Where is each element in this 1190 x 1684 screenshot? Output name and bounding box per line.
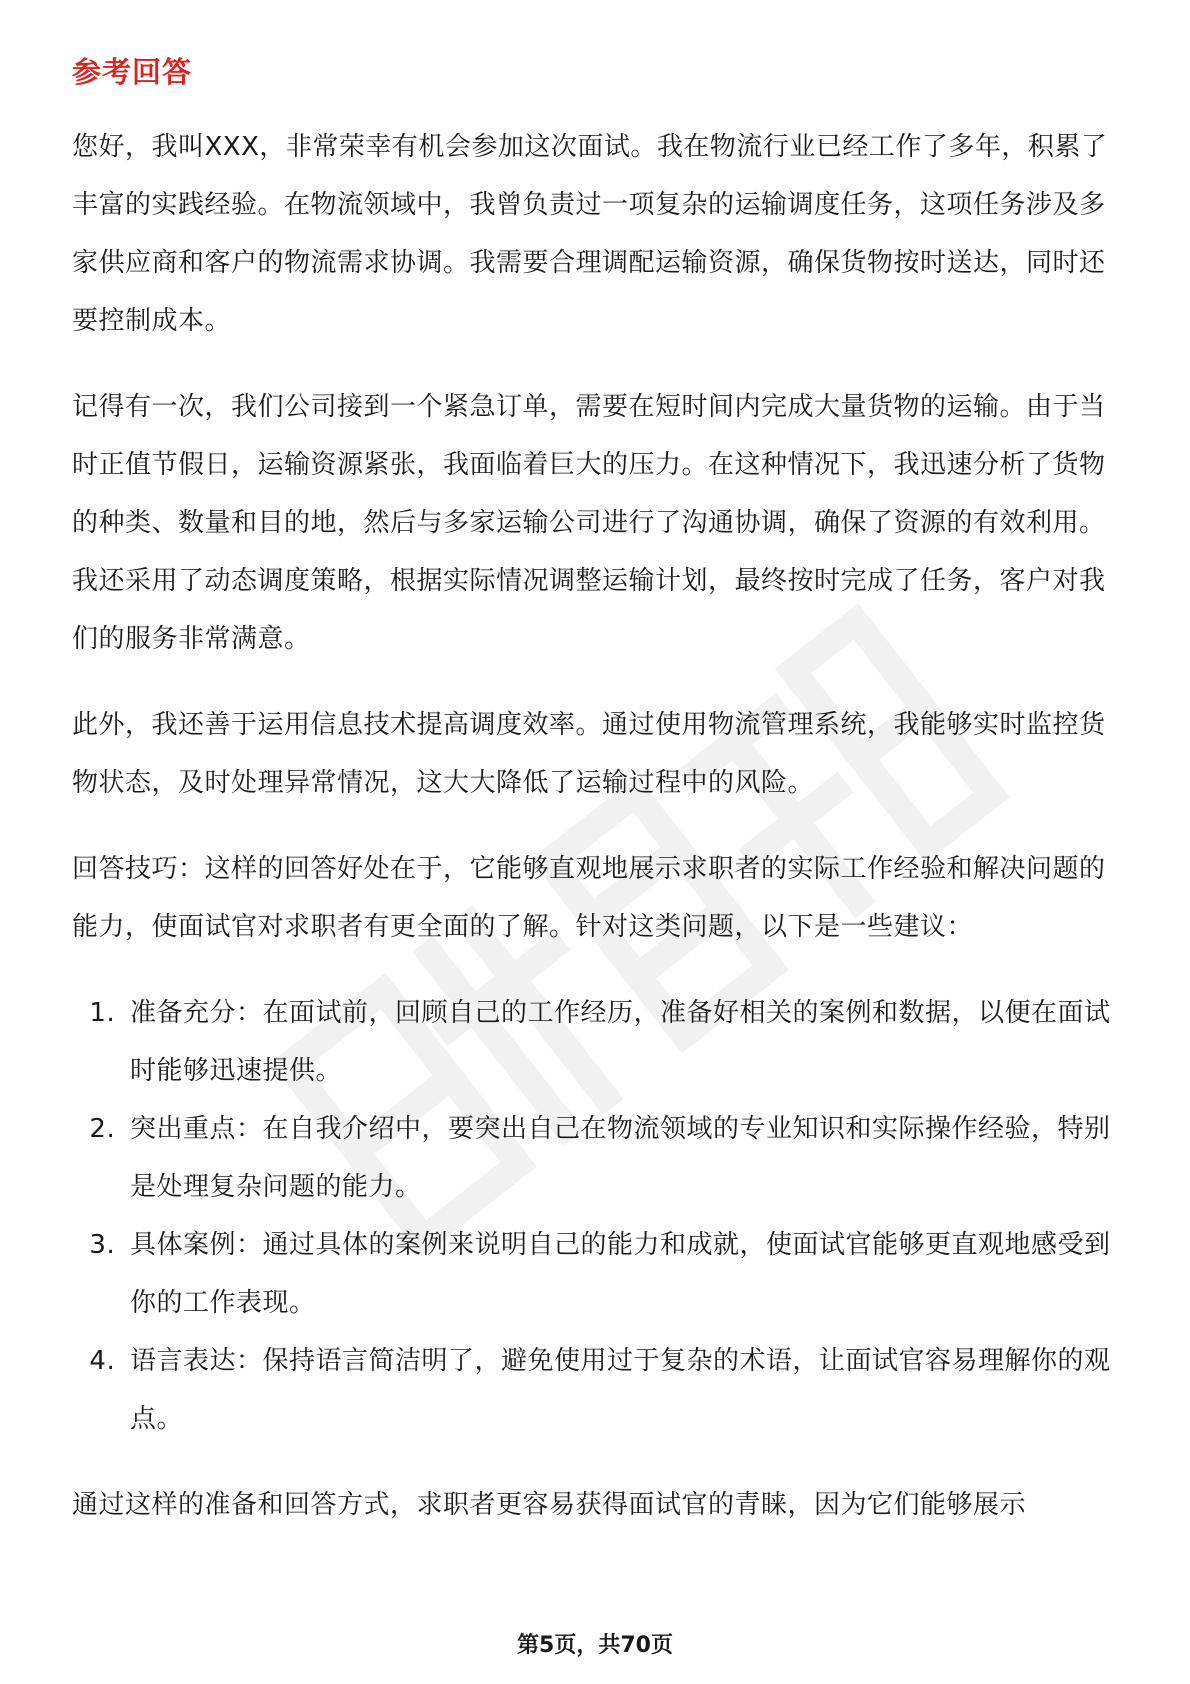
answer-content (72, 118, 1122, 1562)
list-item: 2. 突出重点：在自我介绍中，要突出自己在物流领域的专业知识和实际操作经验，特别是处理复杂问题的能力。 (124, 1100, 1122, 1216)
tips-list (72, 984, 1122, 1448)
paragraph-example: 记得有一次，我们公司接到一个紧急订单，需要在短时间内完成大量货物的运输。由于当时正值节假日，运输资源紧张，我面临着巨大的压力。在这种情况下，我迅速分析了货物的种类、数量和目的地，然后与多家运输公司进行了沟通协调，确保了资源的有效利用。我还采用了动态调度策略，根据实际情况调整运输计划，最终按时完成了任务，客户对我们的服务非常满意。 (72, 392, 1106, 654)
paragraph-answer-tips: 回答技巧：这样的回答好处在于，它能够直观地展示求职者的实际工作经验和解决问题的能力，使面试官对求职者有更全面的了解。针对这类问题，以下是一些建议： (72, 854, 1106, 942)
paragraph-it-skills: 此外，我还善于运用信息技术提高调度效率。通过使用物流管理系统，我能够实时监控货物状态，及时处理异常情况，这大大降低了运输过程中的风险。 (72, 710, 1106, 798)
list-item: 1. 准备充分：在面试前，回顾自己的工作经历，准备好相关的案例和数据，以便在面试时能够迅速提供。 (124, 984, 1122, 1100)
list-item: 4. 语言表达：保持语言简洁明了，避免使用过于复杂的术语，让面试官容易理解你的观点。 (124, 1332, 1122, 1448)
page-number: 第5页，共70页 (517, 1633, 673, 1658)
list-item: 3. 具体案例：通过具体的案例来说明自己的能力和成就，使面试官能够更直观地感受到你的工作表现。 (124, 1216, 1122, 1332)
paragraph-intro: 您好，我叫XXX，非常荣幸有机会参加这次面试。我在物流行业已经工作了多年，积累了丰富的实践经验。在物流领域中，我曾负责过一项复杂的运输调度任务，这项任务涉及多家供应商和客户的物流需求协调。我需要合理调配运输资源，确保货物按时送达，同时还要控制成本。 (72, 132, 1108, 336)
paragraph-conclusion: 通过这样的准备和回答方式，求职者更容易获得面试官的青睐，因为它们能够展示 (72, 1490, 1027, 1520)
section-heading: 参考回答 (72, 55, 193, 89)
